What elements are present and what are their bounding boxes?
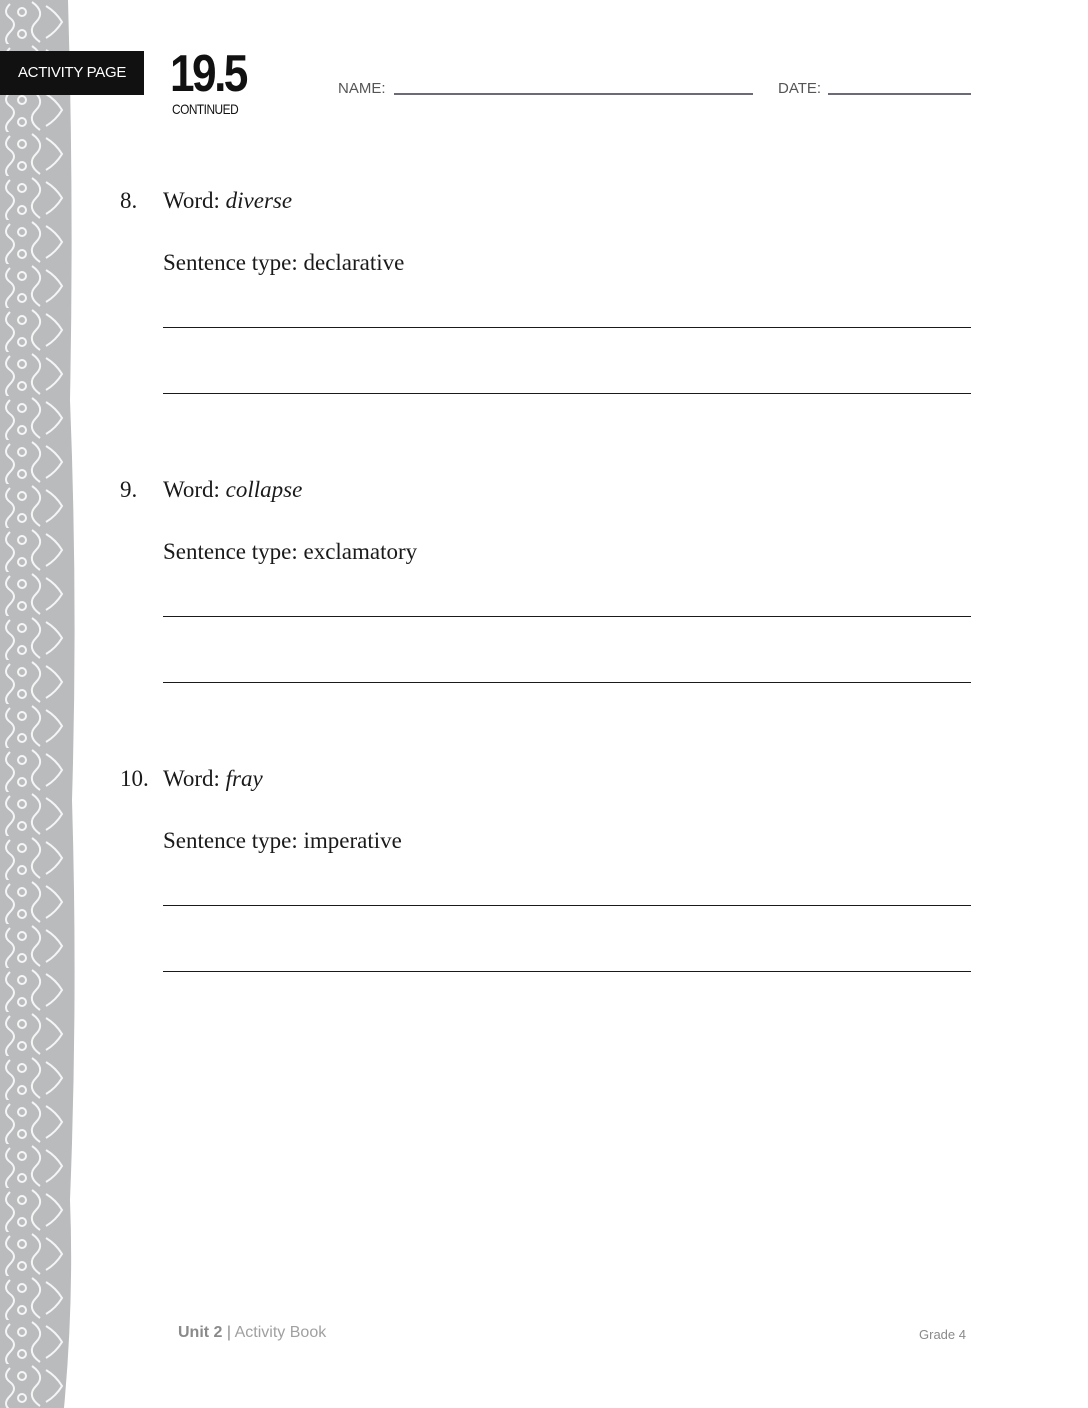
item-word: Word: diverse	[163, 188, 293, 213]
item-number: 8.	[120, 188, 138, 213]
item-word: Word: fray	[163, 766, 263, 791]
continued-label: CONTINUED	[172, 101, 239, 117]
sentence-type: Sentence type: exclamatory	[163, 539, 418, 564]
answer-line[interactable]	[163, 393, 971, 394]
sentence-type: Sentence type: imperative	[163, 828, 402, 853]
footer-separator: |	[222, 1324, 235, 1341]
name-label: NAME:	[338, 80, 386, 97]
vocabulary-word: collapse	[225, 477, 303, 502]
page-number: 19.5	[170, 45, 246, 103]
answer-line[interactable]	[163, 971, 971, 972]
item-number: 9.	[120, 477, 138, 502]
footer-unit: Unit 2	[178, 1324, 223, 1341]
date-field[interactable]	[828, 93, 971, 95]
item-word: Word: collapse	[163, 477, 303, 502]
name-field[interactable]	[394, 93, 753, 95]
decorative-border-pattern	[0, 0, 78, 1408]
sentence-type: Sentence type: declarative	[163, 250, 405, 275]
item-number: 10.	[120, 766, 149, 791]
vocabulary-word: fray	[225, 766, 263, 791]
footer-grade: Grade 4	[919, 1327, 966, 1342]
activity-page-tab: ACTIVITY PAGE	[0, 51, 144, 95]
footer-book-title	[178, 1324, 326, 1342]
vocabulary-word: diverse	[225, 188, 293, 213]
answer-line[interactable]	[163, 682, 971, 683]
footer-book: Activity Book	[234, 1324, 327, 1341]
date-label: DATE:	[778, 80, 822, 97]
answer-line[interactable]	[163, 905, 971, 906]
answer-line[interactable]	[163, 327, 971, 328]
answer-line[interactable]	[163, 616, 971, 617]
